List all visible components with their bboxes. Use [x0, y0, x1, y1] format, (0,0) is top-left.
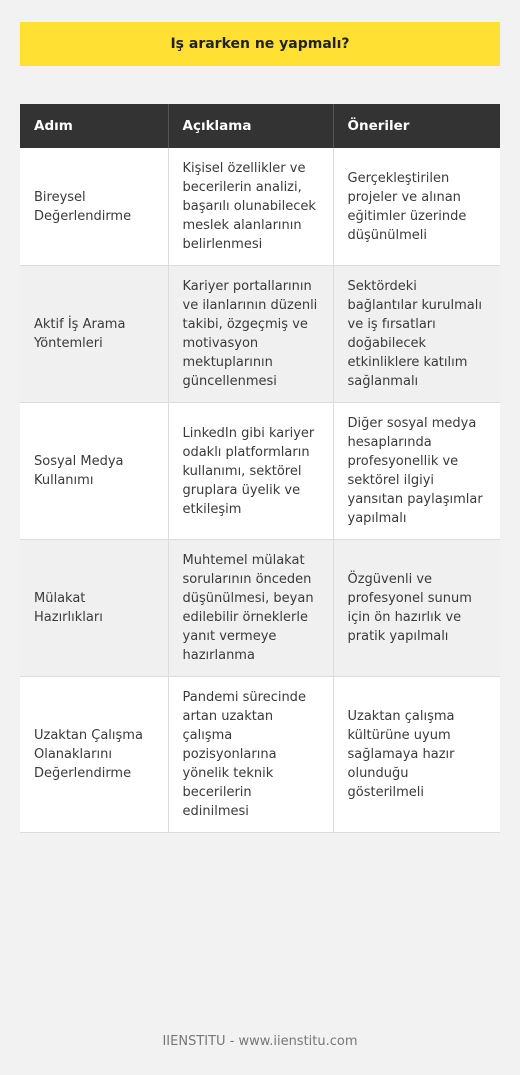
- table-row: [20, 266, 500, 403]
- page-title: Iş ararken ne yapmalı?: [20, 22, 500, 66]
- step-cell: Mülakat Hazırlıkları: [20, 540, 168, 677]
- column-header-description: Açıklama: [168, 104, 333, 148]
- description-cell: Pandemi sürecinde artan uzaktan çalışma pozisyonlarına yönelik teknik becerilerin edinilmesi: [168, 677, 333, 833]
- footer-credit: IIENSTITU - www.iienstitu.com: [162, 1034, 358, 1049]
- description-cell: Muhtemel mülakat sorularının önceden düşünülmesi, beyan edilebilir örneklerle yanıt vermeye hazırlanma: [168, 540, 333, 677]
- steps-table: [20, 104, 500, 833]
- description-cell: Kariyer portallarının ve ilanlarının düzenli takibi, özgeçmiş ve motivasyon mektuplarının güncellenmesi: [168, 266, 333, 403]
- description-cell: Kişisel özellikler ve becerilerin analizi, başarılı olunabilecek meslek alanlarının belirlenmesi: [168, 148, 333, 266]
- suggestion-cell: Diğer sosyal medya hesaplarında profesyonellik ve sektörel ilgiyi yansıtan paylaşımlar yapılmalı: [333, 403, 500, 540]
- table-row: [20, 677, 500, 833]
- suggestion-cell: Uzaktan çalışma kültürüne uyum sağlamaya hazır olunduğu gösterilmeli: [333, 677, 500, 833]
- table-row: [20, 540, 500, 677]
- step-cell: Bireysel Değerlendirme: [20, 148, 168, 266]
- step-cell: Uzaktan Çalışma Olanaklarını Değerlendirme: [20, 677, 168, 833]
- step-cell: Aktif İş Arama Yöntemleri: [20, 266, 168, 403]
- column-header-suggestion: Öneriler: [333, 104, 500, 148]
- table-header-row: [20, 104, 500, 148]
- step-cell: Sosyal Medya Kullanımı: [20, 403, 168, 540]
- description-cell: LinkedIn gibi kariyer odaklı platformların kullanımı, sektörel gruplara üyelik ve etkileşim: [168, 403, 333, 540]
- suggestion-cell: Sektördeki bağlantılar kurulmalı ve iş fırsatları doğabilecek etkinliklere katılım sağlanmalı: [333, 266, 500, 403]
- suggestion-cell: Özgüvenli ve profesyonel sunum için ön hazırlık ve pratik yapılmalı: [333, 540, 500, 677]
- suggestion-cell: Gerçekleştirilen projeler ve alınan eğitimler üzerinde düşünülmeli: [333, 148, 500, 266]
- table-row: [20, 148, 500, 266]
- table-row: [20, 403, 500, 540]
- column-header-step: Adım: [20, 104, 168, 148]
